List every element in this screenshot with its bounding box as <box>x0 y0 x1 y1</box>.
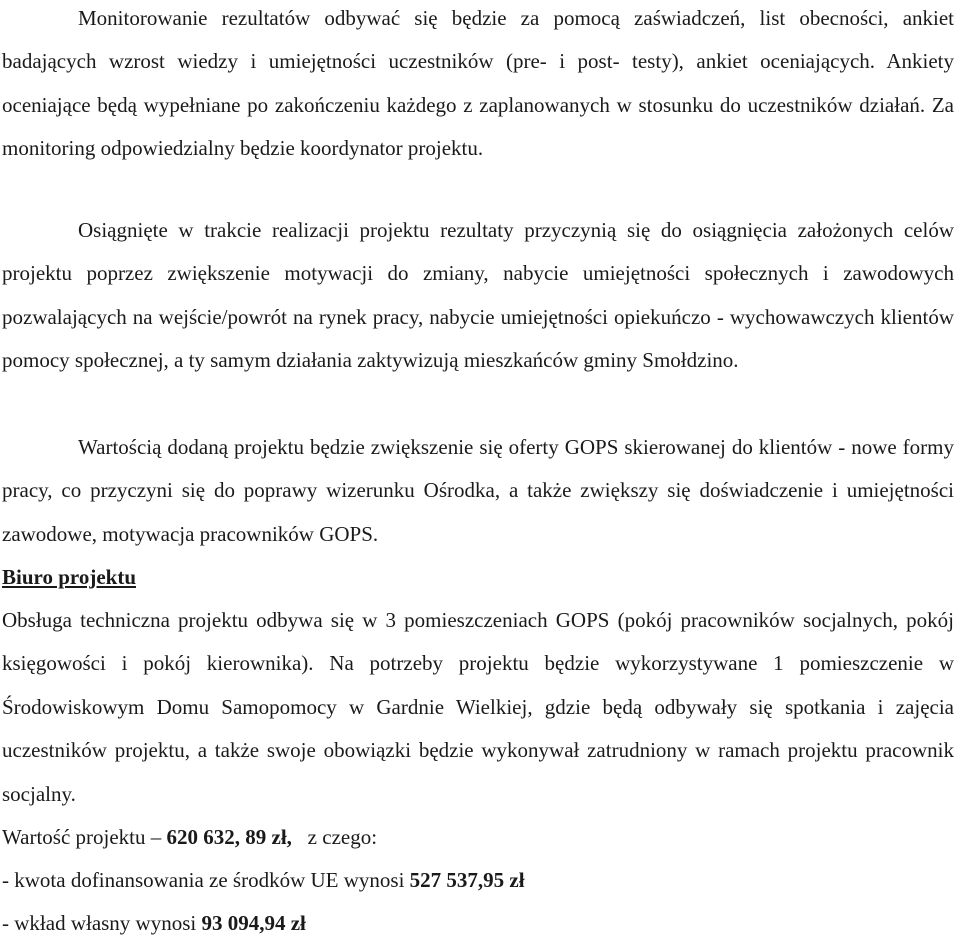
project-value-suffix: z czego: <box>307 825 378 849</box>
section-heading-office: Biuro projektu <box>2 565 136 589</box>
project-value-amount: 620 632, 89 zł, <box>166 825 292 849</box>
eu-funding-label: - kwota dofinansowania ze środków UE wynosi <box>2 868 405 892</box>
eu-funding-line <box>2 859 525 902</box>
paragraph-office: Obsługa techniczna projektu odbywa się w 3 pomieszczeniach GOPS (pokój pracowników socjalnych, pokój księgowości i pokój kierownika). Na potrzeby projektu będzie wykorzystywane 1 pomieszczenie w Środowiskowym Domu Samopomocy w Gardnie Wielkiej, gdzie będą odbywały się spotkania i zajęcia uczestników projektu, a także swoje obowiązki będzie wykonywał zatrudniony w ramach projektu pracownik socjalny. <box>2 608 954 806</box>
paragraph-added-value: Wartością dodaną projektu będzie zwiększenie się oferty GOPS skierowanej do klientów - nowe formy pracy, co przyczyni się do poprawy wizerunku Ośrodka, a także zwiększy się doświadczenie i umiejętności zawodowe, motywacja pracowników GOPS. <box>2 435 954 546</box>
paragraph-monitoring: Monitorowanie rezultatów odbywać się będzie za pomocą zaświadczeń, list obecności, ankiet badających wzrost wiedzy i umiejętności uczestników (pre- i post- testy), ankiet oceniających. Ankiety oceniające będą wypełniane po zakończeniu każdego z zaplanowanych w stosunku do uczestników działań. Za monitoring odpowiedzialny będzie koordynator projektu. <box>2 6 954 161</box>
paragraph-results: Osiągnięte w trakcie realizacji projektu rezultaty przyczynią się do osiągnięcia założonych celów projektu poprzez zwiększenie motywacji do zmiany, nabycie umiejętności społecznych i zawodowych pozwalających na wejście/powrót na rynek pracy, nabycie umiejętności opiekuńczo - wychowawczych klientów pomocy społecznej, a ty samym działania zaktywizują mieszkańców gminy Smołdzino. <box>2 218 954 373</box>
own-contribution-amount: 93 094,94 zł <box>201 911 306 935</box>
own-contribution-label: - wkład własny wynosi <box>2 911 197 935</box>
project-value-line <box>2 816 377 859</box>
own-contribution-line <box>2 902 306 945</box>
project-value-label: Wartość projektu – <box>2 825 162 849</box>
eu-funding-amount: 527 537,95 zł <box>409 868 525 892</box>
